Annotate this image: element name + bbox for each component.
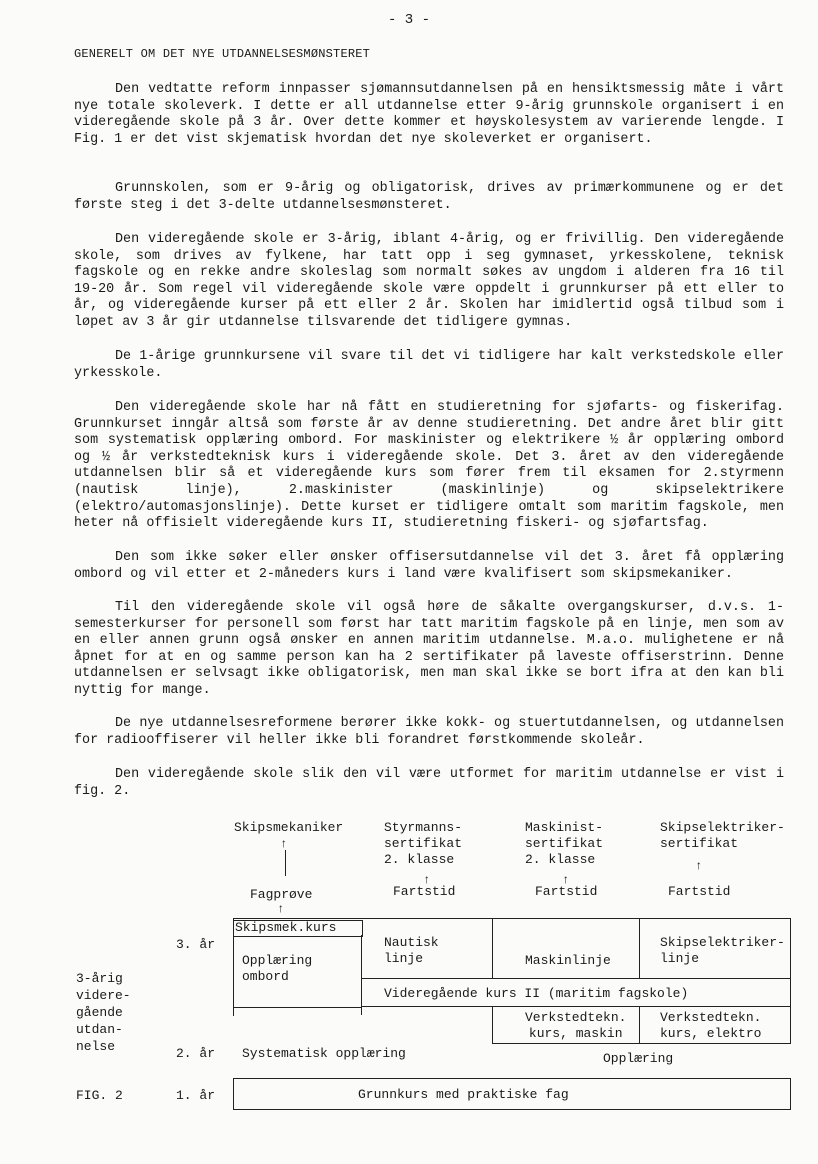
outcome-skipselektriker-sertifikat: Skipselektriker- sertifikat xyxy=(660,820,785,851)
arrow-up-icon: ↑ xyxy=(423,873,431,887)
arrow-up-icon: ↑ xyxy=(280,837,288,851)
page-number: - 3 - xyxy=(387,12,430,28)
year-1: 1. år xyxy=(176,1088,216,1103)
paragraph-1: Den vedtatte reform innpasser sjømannsutdannelsen på en hensiktsmessig måte i vårt nye totale skoleverk. I dette er all utdannelse etter 9-årig grunnskole organisert i en videregående skole på 3 år. Over dette kommer et høyskolesystem av varierende lengde. I Fig. 1 er det vist skjematisk hvordan det nye skoleverket er organisert. xyxy=(74,82,784,147)
arrow-up-icon: ↑ xyxy=(562,873,570,887)
arrow-shaft xyxy=(285,850,286,876)
paragraph-4: De 1-årige grunnkursene vil svare til det vi tidligere har kalt verkstedskole eller yrkesskole. xyxy=(74,349,784,381)
path-fartstid-elektriker: Fartstid xyxy=(668,884,731,899)
verksted-maskin-label: Verkstedtekn. kurs, maskin xyxy=(525,1010,627,1041)
grunnkurs-label: Grunnkurs med praktiske fag xyxy=(358,1087,569,1102)
paragraph-5: Den videregående skole har nå fått en studieretning for sjøfarts- og fiskerifag. Grunnkurset inngår altså som første år av denne studieretning. Det andre året blir gitt som systematisk opplæring ombord. For maskinister og elektrikere ½ år opplæring ombord og ½ år verkstedteknisk kurs i videregående skole. Det 3. året av den videregående utdannelsen blir så et videregående kurs som fører frem til eksamen for 2.styrmenn (nautisk linje), 2.maskinister (maskinlinje) og skipselektrikere (elektro/automasjonslinje). Dette kurset er tidligere omtalt som maritim fagskole, men heter nå offisielt videregående kurs II, studieretning fiskeri- og sjøfartsfag. xyxy=(74,400,784,532)
path-fagprove: Fagprøve xyxy=(250,887,313,902)
paragraph-3: Den videregående skole er 3-årig, iblant 4-årig, og er frivillig. Den videregående skole, som drives av fylkene, har tatt opp i seg gymnaset, yrkesskolene, teknisk fagskole og en rekke andre skoleslag som normalt søkes av ungdom i alderen fra 16 til 19-20 år. Som regel vil videregående skole være oppdelt i grunnkurser på ett eller to år, og videregående kurser på ett eller 2 år. Skolen har imidlertid også tilbud som i løpet av 3 år gir utdannelse tilsvarende det tidligere gymnas. xyxy=(74,232,784,330)
paragraph-8: De nye utdannelsesreformene berører ikke kokk- og stuertutdannelsen, og utdannelsen for radiooffiserer vil heller ikke bli forandret førstkommende skoleår. xyxy=(74,716,784,748)
paragraph-2: Grunnskolen, som er 9-årig og obligatorisk, drives av primærkommunene og er det første steg i det 3-delte utdannelsesmønsteret. xyxy=(74,181,784,213)
skipsmek-kurs-label: Skipsmek.kurs xyxy=(235,920,337,935)
arrow-up-icon: ↑ xyxy=(695,859,703,873)
path-fartstid-maskinist: Fartstid xyxy=(535,884,598,899)
figure-label: FIG. 2 xyxy=(76,1088,123,1103)
paragraph-9: Den videregående skole slik den vil være utformet for maritim utdannelse er vist i fig. 2. xyxy=(74,767,784,799)
path-fartstid-styrmann: Fartstid xyxy=(393,884,456,899)
opplaering-label: Opplæring xyxy=(603,1051,674,1066)
systematisk-opplaering-label: Systematisk opplæring xyxy=(242,1046,406,1061)
arrow-up-icon: ↑ xyxy=(277,902,285,916)
year-2: 2. år xyxy=(176,1046,216,1061)
maskinlinje-label: Maskinlinje xyxy=(525,953,611,968)
paragraph-7: Til den videregående skole vil også høre de såkalte overgangskurser, d.v.s. 1-semesterkurser for personell som først har tatt maritim fagskole på en linje, men som av en eller annen grunn også ønsker en annen maritim utdannelse. M.a.o. mulighetene er nå åpnet for at en og samme person kan ha 2 sertifikater på laveste offiserstrinn. Denne utdannelsen er selvsagt ikke obligatorisk, men man skal ikke se bort ifra at den kan bli nyttig for mange. xyxy=(74,600,784,698)
videregaende-kurs-label: Videregående kurs II (maritim fagskole) xyxy=(384,986,689,1001)
paragraph-6: Den som ikke søker eller ønsker offisersutdannelse vil det 3. året få opplæring ombord og vil etter et 2-måneders kurs i land være kvalifisert som skipsmekaniker. xyxy=(74,550,784,582)
outcome-styrmanns-sertifikat: Styrmanns- sertifikat 2. klasse xyxy=(384,820,463,867)
outcome-skipsmekaniker: Skipsmekaniker xyxy=(234,820,344,835)
skipselektriker-linje-label: Skipselektriker- linje xyxy=(660,935,785,966)
side-label: 3-årig videre- gående utdan- nelse xyxy=(76,971,131,1054)
year-3: 3. år xyxy=(176,937,216,952)
verksted-elektro-label: Verkstedtekn. kurs, elektro xyxy=(660,1010,762,1041)
section-heading: GENERELT OM DET NYE UTDANNELSESMØNSTERET xyxy=(74,47,371,61)
outcome-maskinist-sertifikat: Maskinist- sertifikat 2. klasse xyxy=(525,820,604,867)
nautisk-linje-label: Nautisk linje xyxy=(384,935,439,966)
opplaering-ombord-label: Opplæring ombord xyxy=(242,953,313,984)
